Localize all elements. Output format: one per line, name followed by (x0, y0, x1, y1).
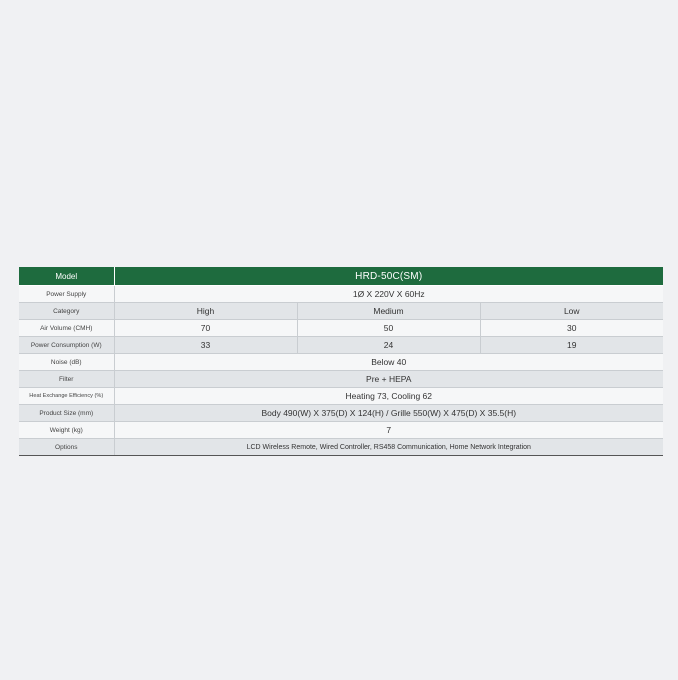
air-volume-high: 70 (114, 320, 297, 337)
category-low: Low (480, 303, 663, 320)
category-label: Category (19, 303, 114, 320)
air-volume-low: 30 (480, 320, 663, 337)
air-volume-medium: 50 (297, 320, 480, 337)
heat-exchange-row (19, 388, 663, 405)
weight-label: Weight (kg) (19, 422, 114, 439)
air-volume-label: Air Volume (CMH) (19, 320, 114, 337)
filter-row (19, 371, 663, 388)
product-size-label: Product Size (mm) (19, 405, 114, 422)
model-name: HRD-50C(SM) (114, 267, 663, 286)
model-label: Model (19, 267, 114, 286)
product-size-row (19, 405, 663, 422)
power-supply-label: Power Supply (19, 286, 114, 303)
options-label: Options (19, 439, 114, 456)
power-consumption-row (19, 337, 663, 354)
power-consumption-low: 19 (480, 337, 663, 354)
power-supply-value: 1Ø X 220V X 60Hz (114, 286, 663, 303)
heat-exchange-label: Heat Exchange Efficiency (%) (19, 388, 114, 405)
noise-row (19, 354, 663, 371)
options-row (19, 439, 663, 456)
noise-value: Below 40 (114, 354, 663, 371)
spec-table (19, 267, 663, 456)
filter-label: Filter (19, 371, 114, 388)
category-medium: Medium (297, 303, 480, 320)
weight-value: 7 (114, 422, 663, 439)
product-size-value: Body 490(W) X 375(D) X 124(H) / Grille 550(W) X 475(D) X 35.5(H) (114, 405, 663, 422)
power-consumption-medium: 24 (297, 337, 480, 354)
noise-label: Noise (dB) (19, 354, 114, 371)
power-consumption-label: Power Consumption (W) (19, 337, 114, 354)
options-value: LCD Wireless Remote, Wired Controller, RS458 Communication, Home Network Integration (114, 439, 663, 456)
category-row (19, 303, 663, 320)
air-volume-row (19, 320, 663, 337)
model-header-row (19, 267, 663, 286)
category-high: High (114, 303, 297, 320)
power-consumption-high: 33 (114, 337, 297, 354)
heat-exchange-value: Heating 73, Cooling 62 (114, 388, 663, 405)
power-supply-row (19, 286, 663, 303)
weight-row (19, 422, 663, 439)
filter-value: Pre + HEPA (114, 371, 663, 388)
